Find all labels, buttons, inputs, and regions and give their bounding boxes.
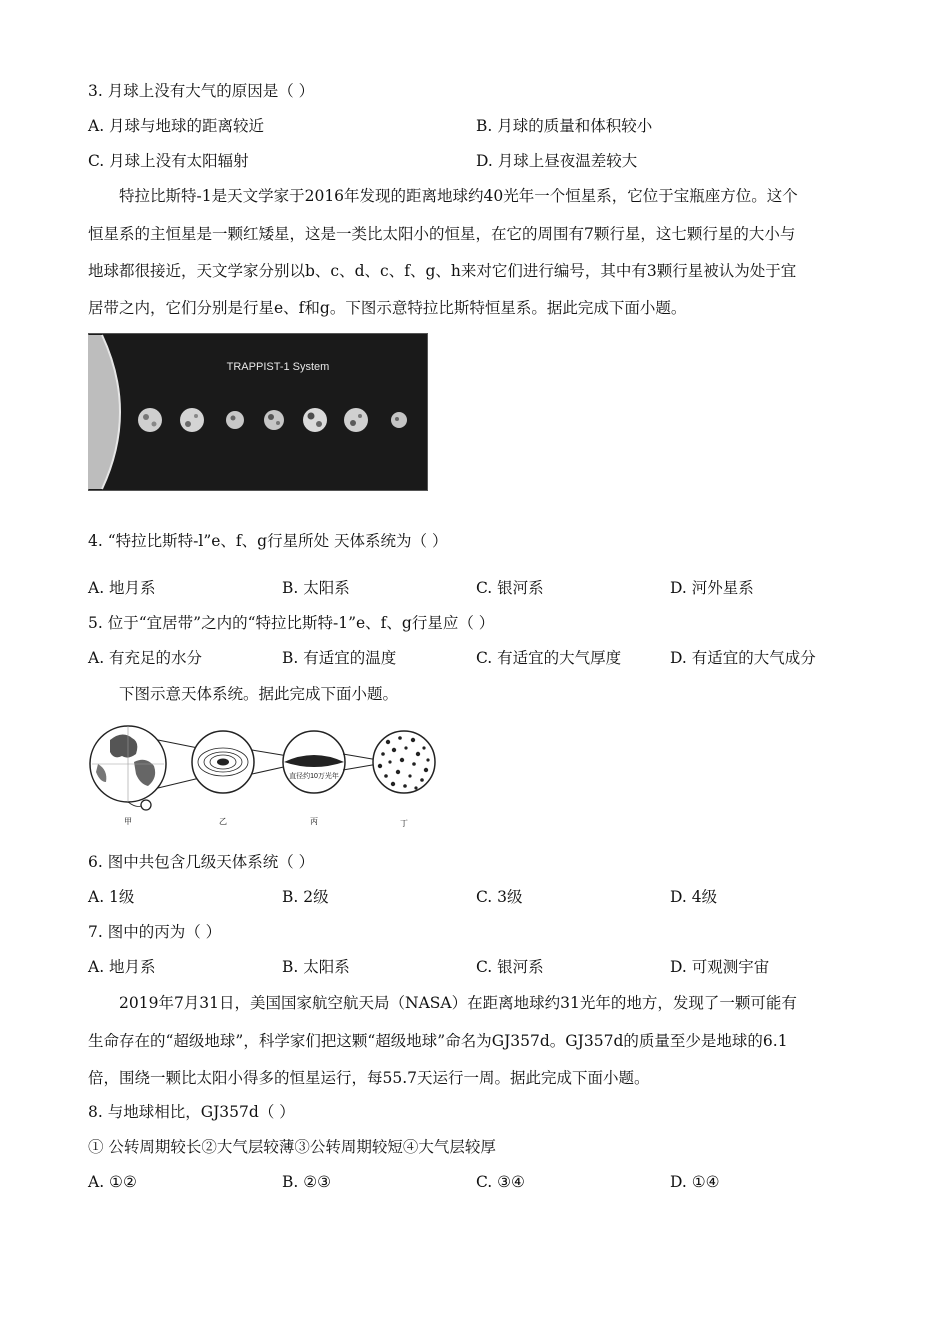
q5-option-c: C. 有适宜的大气厚度 [476,649,622,667]
q6-stem: 6. 图中共包含几级天体系统（ ） [88,853,315,871]
q5-option-d: D. 有适宜的大气成分 [670,649,816,667]
label-jia: 甲 [124,817,132,826]
trappist-system-figure [88,333,428,491]
galaxy-diameter-label: 直径约10万光年 [289,773,339,780]
passage3-line-2: 生命存在的“超级地球”，科学家们把这颗“超级地球”命名为GJ357d。GJ357d的质量至少是地球的6.1 [88,1032,788,1050]
q4-option-d: D. 河外星系 [670,579,754,597]
solar-system-diagram [192,731,254,793]
q6-option-b: B. 2级 [282,888,329,906]
galaxy-diagram [283,731,345,793]
q4-option-a: A. 地月系 [88,579,156,597]
q8-statements: ① 公转周期较长②大气层较薄③公转周期较短④大气层较厚 [88,1138,496,1156]
q4-stem: 4. “特拉比斯特-l”e、f、g行星所处 天体系统为（ ） [88,532,448,550]
q4-option-b: B. 太阳系 [282,579,350,597]
planet-c [180,408,204,432]
q8-option-b: B. ②③ [282,1173,332,1191]
q5-option-b: B. 有适宜的温度 [282,649,397,667]
moon-shape [141,800,151,810]
passage1-line-3: 地球都很接近，天文学家分别以b、c、d、c、f、g、h来对它们进行编号，其中有3颗行星被认为处于宜 [88,262,797,280]
passage2-text: 下图示意天体系统。据此完成下面小题。 [119,685,399,703]
passage1-line-4: 居带之内，它们分别是行星e、f和g。下图示意特拉比斯特恒星系。据此完成下面小题。 [88,299,687,317]
earth-moon-diagram [90,726,166,810]
q3-option-a: A. 月球与地球的距离较近 [88,117,265,135]
q7-option-c: C. 银河系 [476,958,544,976]
q8-stem: 8. 与地球相比，GJ357d（ ） [88,1103,295,1121]
celestial-systems-figure [88,712,440,830]
universe-diagram [373,731,435,793]
q3-option-b: B. 月球的质量和体积较小 [476,117,653,135]
label-bing: 丙 [310,817,318,826]
planet-h [391,412,407,428]
planet-d [226,411,244,429]
q4-option-c: C. 银河系 [476,579,544,597]
planet-b [138,408,162,432]
q5-stem: 5. 位于“宜居带”之内的“特拉比斯特-1”e、f、g行星应（ ） [88,614,495,632]
q5-option-a: A. 有充足的水分 [88,649,203,667]
q6-option-d: D. 4级 [670,888,718,906]
planet-e [264,410,284,430]
label-yi: 乙 [219,817,227,826]
q3-option-c: C. 月球上没有太阳辐射 [88,152,249,170]
q6-option-c: C. 3级 [476,888,523,906]
q8-option-a: A. ①② [88,1173,137,1191]
q7-option-d: D. 可观测宇宙 [670,958,770,976]
q3-stem: 3. 月球上没有大气的原因是（ ） [88,82,315,100]
passage1-line-2: 恒星系的主恒星是一颗红矮星，这是一类比太阳小的恒星，在它的周围有7颗行星，这七颗行星的大小与 [88,225,796,243]
planet-f [303,408,327,432]
q8-option-c: C. ③④ [476,1173,525,1191]
planet-g [344,408,368,432]
q8-option-d: D. ①④ [670,1173,720,1191]
q7-option-a: A. 地月系 [88,958,156,976]
q3-option-d: D. 月球上昼夜温差较大 [476,152,638,170]
q6-option-a: A. 1级 [88,888,135,906]
figure1-title: TRAPPIST-1 System [226,361,330,373]
q7-stem: 7. 图中的丙为（ ） [88,923,222,941]
q7-option-b: B. 太阳系 [282,958,350,976]
passage3-line-3: 倍，围绕一颗比太阳小得多的恒星运行，每55.7天运行一周。据此完成下面小题。 [88,1069,650,1087]
passage3-line-1: 2019年7月31日，美国国家航空航天局（NASA）在距离地球约31光年的地方，发现了一颗可能有 [119,994,797,1012]
label-ding: 丁 [400,819,408,828]
passage1-line-1: 特拉比斯特-1是天文学家于2016年发现的距离地球约40光年一个恒星系，它位于宝瓶座方位。这个 [119,187,798,205]
